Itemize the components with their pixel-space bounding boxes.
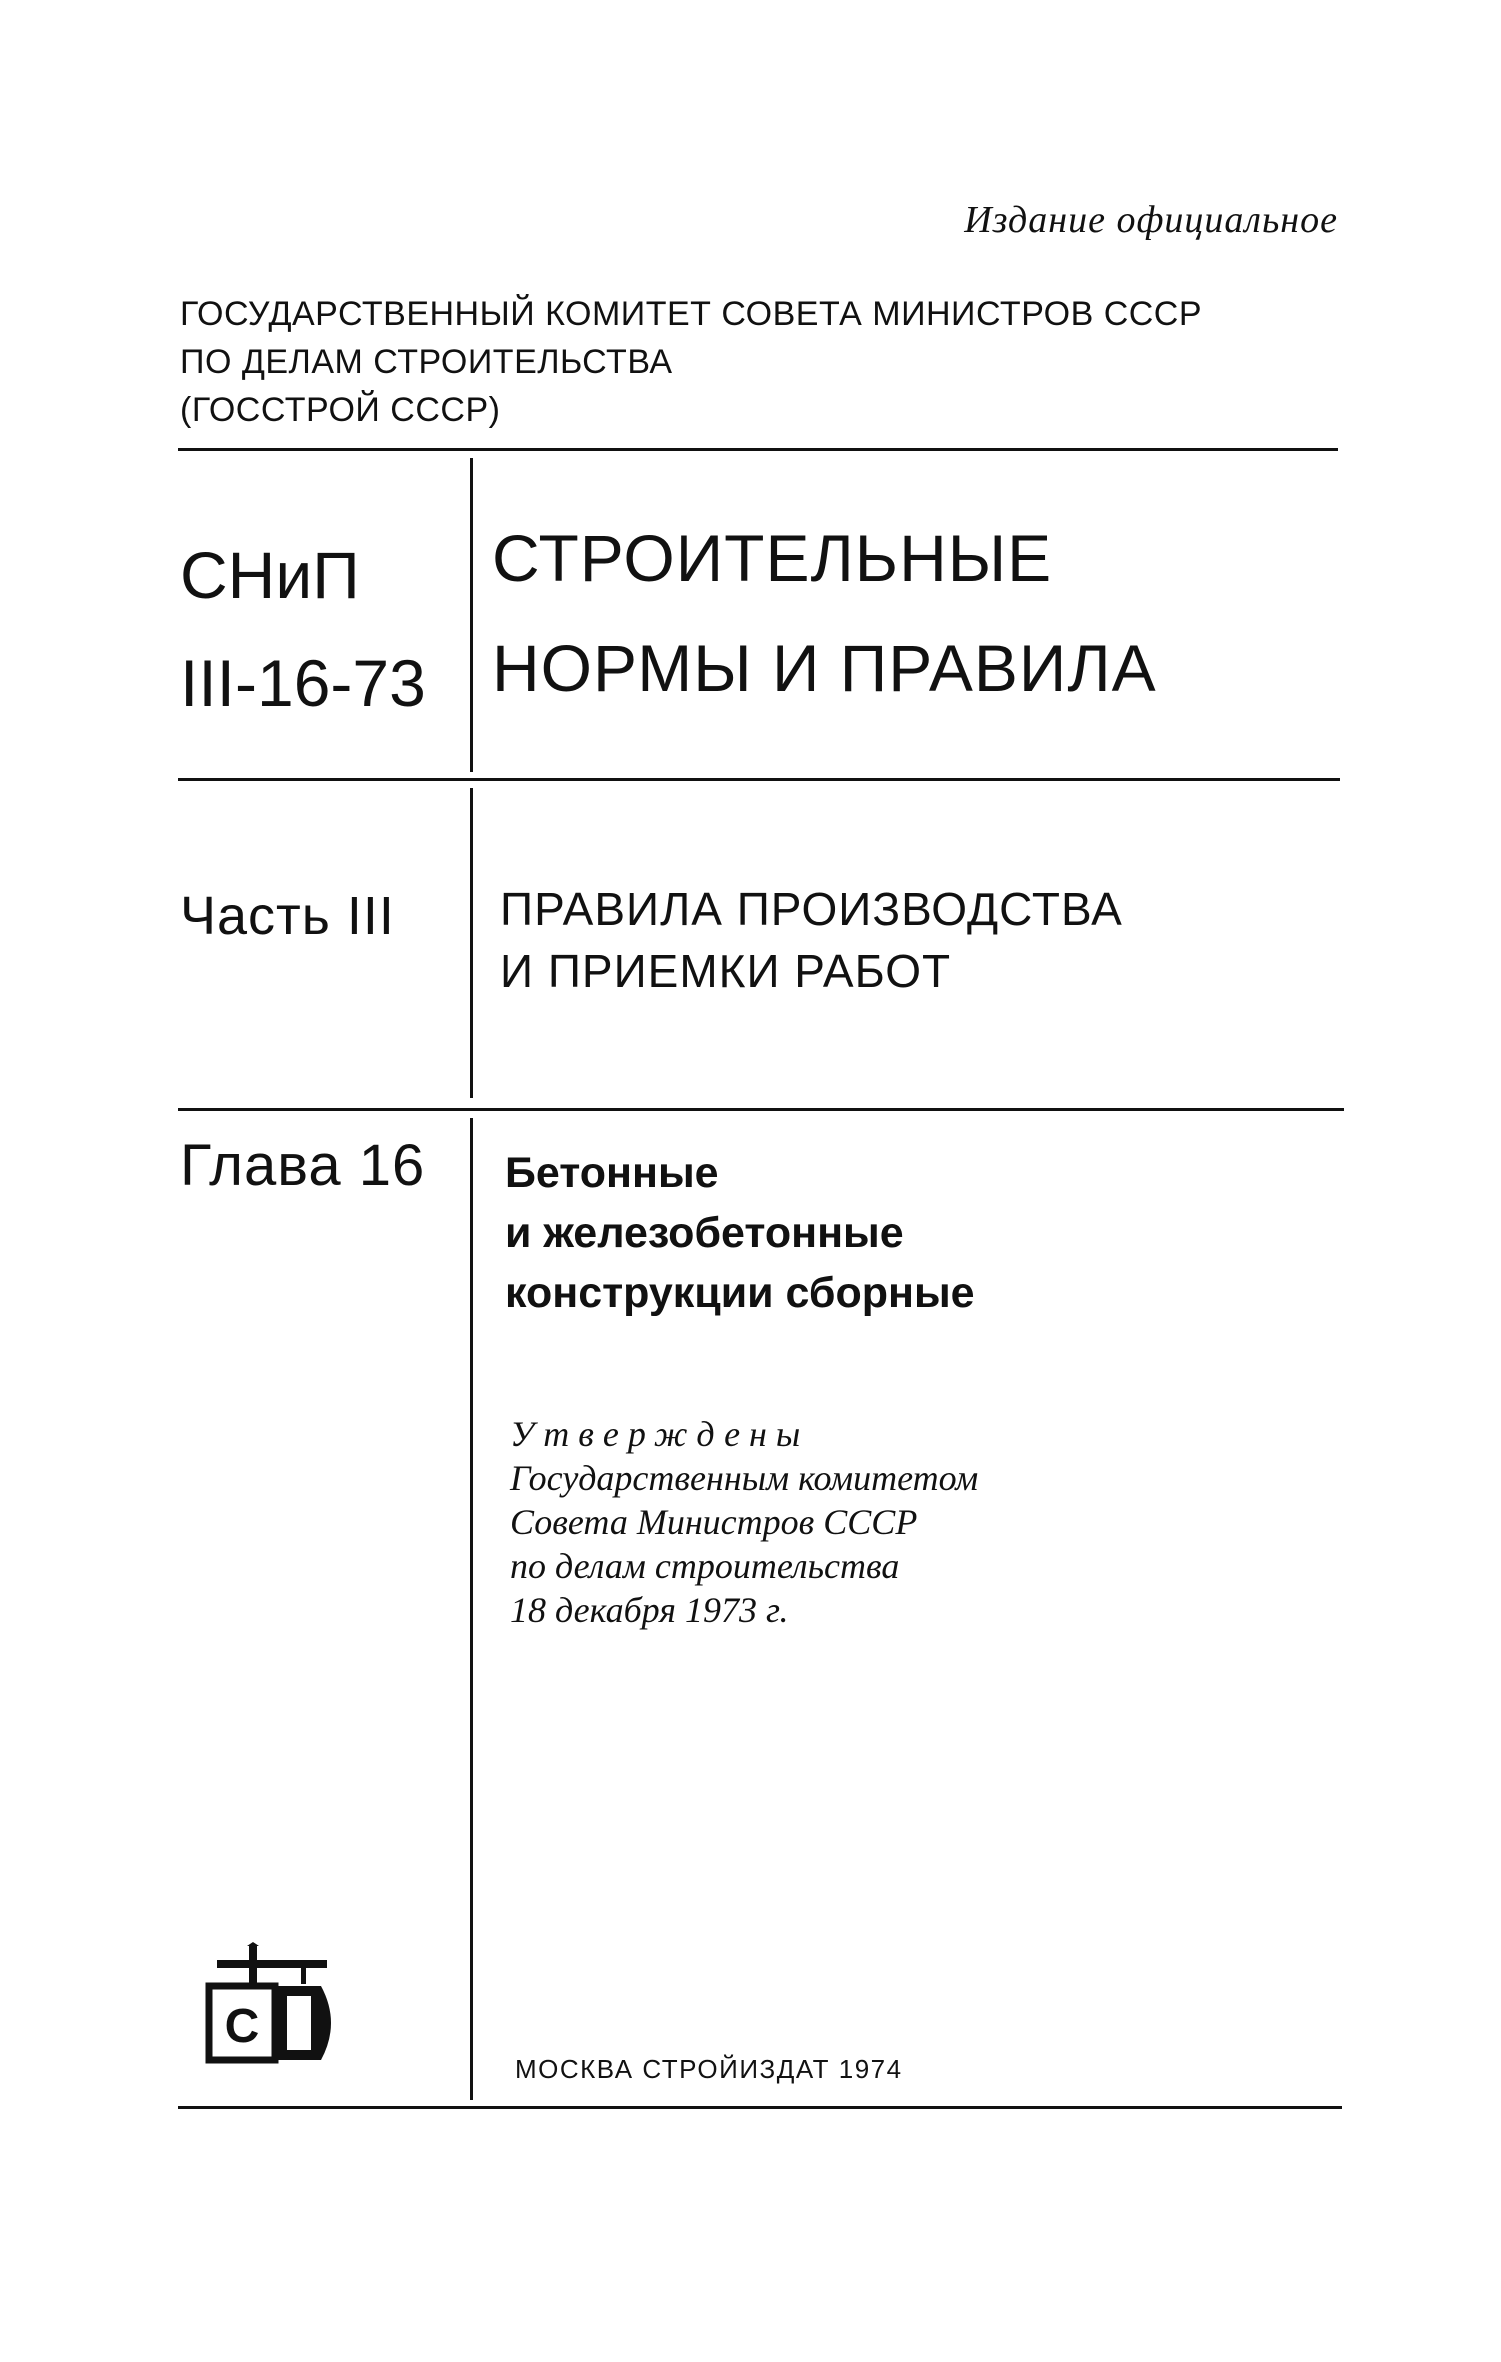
committee-line-2: ПО ДЕЛАМ СТРОИТЕЛЬСТВА xyxy=(180,343,673,381)
rule-top xyxy=(178,448,1338,451)
stroyizdat-logo-icon xyxy=(205,1942,345,2071)
vertical-rule-2 xyxy=(470,788,473,1098)
vertical-rule-3 xyxy=(470,1118,473,2100)
logo-letter: С xyxy=(224,2000,260,2053)
approval-line-2: Государственным комитетом xyxy=(510,1458,979,1498)
approval-line-1: Утверждены xyxy=(510,1414,810,1454)
main-title-line-2: НОРМЫ И ПРАВИЛА xyxy=(492,631,1157,705)
approval-line-5: 18 декабря 1973 г. xyxy=(510,1590,789,1630)
rule-after-part xyxy=(178,1108,1344,1111)
rule-bottom xyxy=(178,2106,1342,2109)
approval-line-4: по делам строительства xyxy=(510,1546,900,1586)
part-title-line-2: И ПРИЕМКИ РАБОТ xyxy=(500,945,952,997)
approval-line-3: Совета Министров СССР xyxy=(510,1502,918,1542)
official-edition-note: Издание официальное xyxy=(964,199,1338,241)
document-code-label: СНиП xyxy=(180,538,360,612)
approval-note xyxy=(510,1412,978,1632)
chapter-title xyxy=(505,1143,975,1323)
part-label: Часть III xyxy=(180,886,395,946)
chapter-label: Глава 16 xyxy=(180,1133,426,1198)
publisher-imprint: МОСКВА СТРОЙИЗДАТ 1974 xyxy=(515,2054,903,2084)
part-title-line-1: ПРАВИЛА ПРОИЗВОДСТВА xyxy=(500,883,1123,935)
chapter-title-line-3: конструкции сборные xyxy=(505,1269,975,1317)
chapter-title-line-2: и железобетонные xyxy=(505,1209,904,1257)
committee-line-1: ГОСУДАРСТВЕННЫЙ КОМИТЕТ СОВЕТА МИНИСТРОВ СССР xyxy=(180,295,1203,333)
committee-line-3: (ГОССТРОЙ СССР) xyxy=(180,391,501,429)
committee-header xyxy=(180,290,1202,434)
rule-after-title xyxy=(178,778,1340,781)
part-title xyxy=(500,878,1123,1002)
vertical-rule-1 xyxy=(470,458,473,772)
main-title-line-1: СТРОИТЕЛЬНЫЕ xyxy=(492,521,1053,595)
document-code-number: III-16-73 xyxy=(180,646,426,720)
chapter-title-line-1: Бетонные xyxy=(505,1149,719,1197)
